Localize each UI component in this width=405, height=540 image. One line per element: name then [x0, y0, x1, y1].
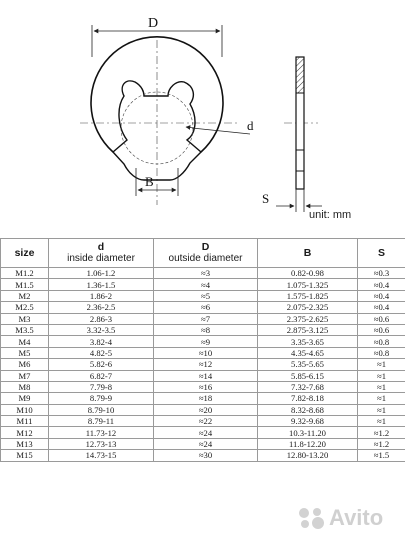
- table-row: [1, 416, 405, 427]
- table-cell: 8.79-9: [49, 393, 154, 404]
- table-cell: ≈0.4: [358, 302, 405, 313]
- table-row: [1, 359, 405, 370]
- table-cell: ≈1.2: [358, 427, 405, 438]
- column-header-label: d: [97, 241, 105, 253]
- table-row: [1, 336, 405, 347]
- spec-table-header: [1, 239, 405, 268]
- avito-dots-logo-icon: [296, 506, 326, 530]
- table-cell: M3: [1, 313, 49, 324]
- table-cell: ≈0.8: [358, 347, 405, 358]
- table-cell: ≈16: [154, 381, 258, 392]
- table-cell: M3.5: [1, 324, 49, 335]
- table-cell: ≈1: [358, 359, 405, 370]
- table-cell: ≈1: [358, 370, 405, 381]
- table-cell: 4.82-5: [49, 347, 154, 358]
- table-cell: ≈0.4: [358, 290, 405, 301]
- table-row: [1, 450, 405, 461]
- column-header-label: S: [377, 246, 385, 259]
- column-header-s: [358, 239, 405, 268]
- table-cell: M15: [1, 450, 49, 461]
- e-clip-inner-contour: [113, 81, 201, 180]
- table-cell: 7.79-8: [49, 381, 154, 392]
- table-cell: M2: [1, 290, 49, 301]
- table-cell: 8.79-10: [49, 404, 154, 415]
- e-clip-technical-drawing: [0, 0, 405, 232]
- table-row: [1, 347, 405, 358]
- table-row: [1, 279, 405, 290]
- unit-label: unit: mm: [309, 209, 352, 221]
- table-cell: 3.32-3.5: [49, 324, 154, 335]
- table-cell: ≈9: [154, 336, 258, 347]
- table-cell: ≈0.8: [358, 336, 405, 347]
- column-header-label: size: [14, 246, 35, 259]
- table-cell: 2.36-2.5: [49, 302, 154, 313]
- table-cell: 9.32-9.68: [258, 416, 358, 427]
- table-cell: ≈0.6: [358, 324, 405, 335]
- table-cell: 10.3-11.20: [258, 427, 358, 438]
- table-row: [1, 302, 405, 313]
- table-cell: ≈4: [154, 279, 258, 290]
- table-row: [1, 404, 405, 415]
- table-cell: ≈1: [358, 381, 405, 392]
- watermark-text: Avito: [329, 505, 384, 530]
- table-cell: 4.35-4.65: [258, 347, 358, 358]
- table-cell: M6: [1, 359, 49, 370]
- table-cell: 6.82-7: [49, 370, 154, 381]
- table-row: [1, 370, 405, 381]
- table-cell: 1.36-1.5: [49, 279, 154, 290]
- table-cell: 7.32-7.68: [258, 381, 358, 392]
- spec-table-body: [1, 268, 405, 462]
- table-cell: 11.8-12.20: [258, 438, 358, 449]
- table-cell: ≈18: [154, 393, 258, 404]
- table-row: [1, 290, 405, 301]
- label-S: S: [262, 191, 270, 206]
- table-cell: M1.2: [1, 268, 49, 279]
- table-cell: ≈14: [154, 370, 258, 381]
- table-cell: ≈30: [154, 450, 258, 461]
- table-cell: ≈1: [358, 404, 405, 415]
- table-row: [1, 324, 405, 335]
- table-cell: 5.85-6.15: [258, 370, 358, 381]
- table-cell: ≈8: [154, 324, 258, 335]
- table-row: [1, 313, 405, 324]
- table-cell: ≈10: [154, 347, 258, 358]
- center-lines: [80, 40, 318, 205]
- table-cell: 12.73-13: [49, 438, 154, 449]
- table-row: [1, 438, 405, 449]
- table-cell: 11.73-12: [49, 427, 154, 438]
- table-cell: M11: [1, 416, 49, 427]
- table-cell: 2.375-2.625: [258, 313, 358, 324]
- table-cell: ≈1.2: [358, 438, 405, 449]
- table-cell: M9: [1, 393, 49, 404]
- column-header-size: [1, 239, 49, 268]
- watermark: [296, 505, 383, 531]
- table-cell: M5: [1, 347, 49, 358]
- label-D: D: [148, 16, 159, 31]
- table-cell: M8: [1, 381, 49, 392]
- table-cell: M2.5: [1, 302, 49, 313]
- table-cell: 0.82-0.98: [258, 268, 358, 279]
- table-cell: ≈1.5: [358, 450, 405, 461]
- table-cell: 1.06-1.2: [49, 268, 154, 279]
- table-cell: 1.075-1.325: [258, 279, 358, 290]
- column-header-label: B: [303, 246, 312, 259]
- table-cell: 8.79-11: [49, 416, 154, 427]
- table-cell: M13: [1, 438, 49, 449]
- table-row: [1, 427, 405, 438]
- table-cell: M10: [1, 404, 49, 415]
- table-cell: 7.82-8.18: [258, 393, 358, 404]
- table-cell: M12: [1, 427, 49, 438]
- table-cell: 8.32-8.68: [258, 404, 358, 415]
- side-view-hatch: [296, 57, 304, 93]
- table-cell: 12.80-13.20: [258, 450, 358, 461]
- table-cell: ≈0.6: [358, 313, 405, 324]
- table-cell: ≈0.3: [358, 268, 405, 279]
- table-cell: ≈5: [154, 290, 258, 301]
- table-cell: 2.86-3: [49, 313, 154, 324]
- column-header-b: [258, 239, 358, 268]
- column-header-sublabel: outside diameter: [168, 253, 243, 264]
- table-row: [1, 381, 405, 392]
- table-cell: 2.075-2.325: [258, 302, 358, 313]
- table-cell: M4: [1, 336, 49, 347]
- table-cell: ≈12: [154, 359, 258, 370]
- spec-table: [0, 238, 405, 462]
- table-cell: M7: [1, 370, 49, 381]
- table-cell: 5.35-5.65: [258, 359, 358, 370]
- table-cell: ≈24: [154, 427, 258, 438]
- table-row: [1, 393, 405, 404]
- table-cell: ≈20: [154, 404, 258, 415]
- label-d: d: [247, 118, 254, 133]
- column-header-d: [49, 239, 154, 268]
- table-cell: 3.82-4: [49, 336, 154, 347]
- label-B: B: [145, 174, 154, 189]
- table-cell: ≈6: [154, 302, 258, 313]
- table-cell: M1.5: [1, 279, 49, 290]
- table-cell: 1.86-2: [49, 290, 154, 301]
- column-header-d: [154, 239, 258, 268]
- table-cell: ≈22: [154, 416, 258, 427]
- table-cell: ≈3: [154, 268, 258, 279]
- column-header-sublabel: inside diameter: [67, 253, 135, 264]
- table-cell: 1.575-1.825: [258, 290, 358, 301]
- table-cell: 3.35-3.65: [258, 336, 358, 347]
- table-row: [1, 268, 405, 279]
- table-cell: ≈7: [154, 313, 258, 324]
- table-cell: ≈0.4: [358, 279, 405, 290]
- table-cell: 5.82-6: [49, 359, 154, 370]
- column-header-label: D: [201, 241, 210, 253]
- table-cell: 2.875-3.125: [258, 324, 358, 335]
- table-cell: ≈1: [358, 416, 405, 427]
- table-cell: ≈1: [358, 393, 405, 404]
- table-cell: ≈24: [154, 438, 258, 449]
- table-cell: 14.73-15: [49, 450, 154, 461]
